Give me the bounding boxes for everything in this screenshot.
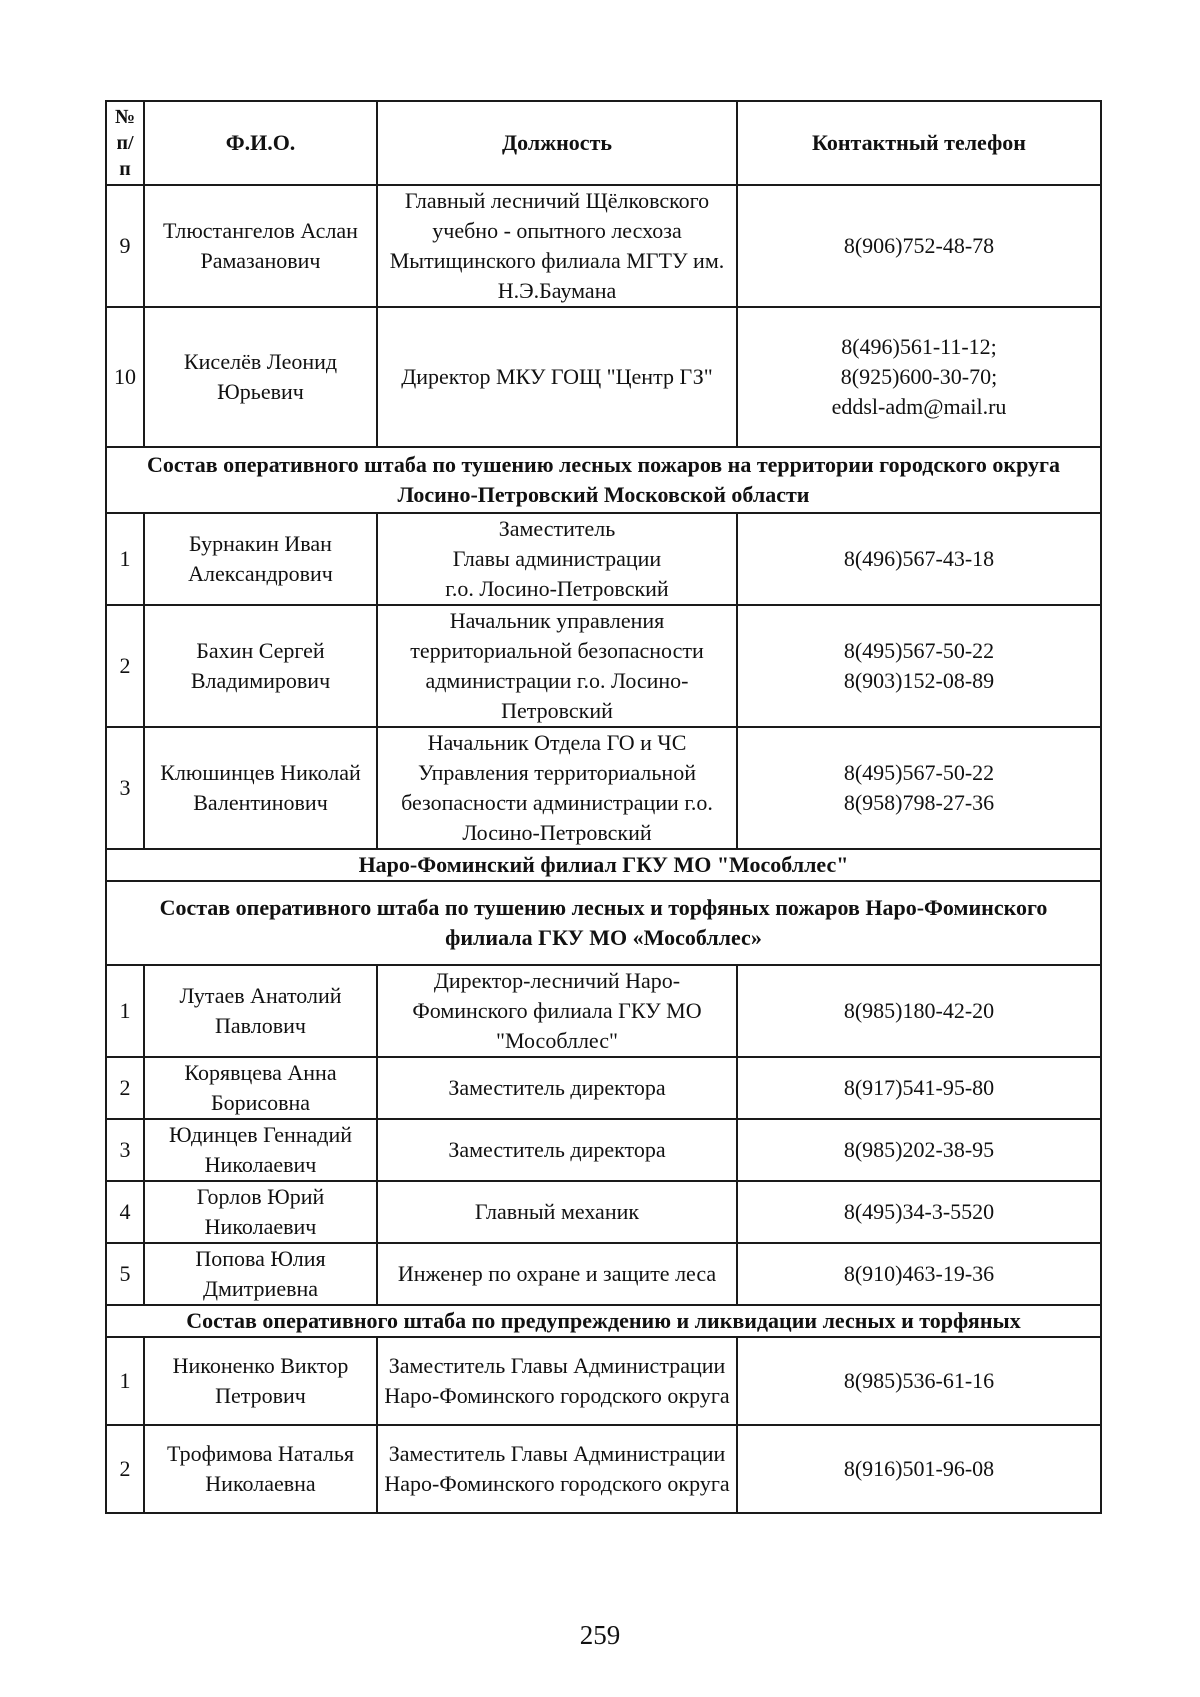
row-name: Лутаев Анатолий Павлович — [144, 965, 377, 1057]
header-position: Должность — [377, 101, 737, 185]
row-num: 1 — [106, 965, 144, 1057]
row-name: Трофимова Наталья Николаевна — [144, 1425, 377, 1513]
row-phone: 8(985)202-38-95 — [737, 1119, 1101, 1181]
page-number: 259 — [579, 1620, 621, 1650]
section-heading-naro-staff: Состав оперативного штаба по тушению лесных и торфяных пожаров Наро-Фоминского филиала ГКУ МО «Мособллес» — [106, 881, 1101, 965]
table-row — [106, 727, 1101, 849]
row-phone: 8(496)561-11-12; 8(925)600-30-70; eddsl-adm@mail.ru — [737, 307, 1101, 447]
row-num: 3 — [106, 727, 144, 849]
row-position: Главный лесничий Щёлковского учебно - опытного лесхоза Мытищинского филиала МГТУ им. Н.Э.Баумана — [377, 185, 737, 307]
row-position: Инженер по охране и защите леса — [377, 1243, 737, 1305]
header-phone: Контактный телефон — [737, 101, 1101, 185]
table-row — [106, 1337, 1101, 1425]
row-name: Никоненко Виктор Петрович — [144, 1337, 377, 1425]
row-num: 2 — [106, 1425, 144, 1513]
table-row — [106, 1181, 1101, 1243]
row-num: 2 — [106, 1057, 144, 1119]
row-position: Директор-лесничий Наро-Фоминского филиала ГКУ МО "Мособллес" — [377, 965, 737, 1057]
section-heading-row — [106, 849, 1101, 881]
row-name: Тлюстангелов Аслан Рамазанович — [144, 185, 377, 307]
row-name: Бахин Сергей Владимирович — [144, 605, 377, 727]
row-name: Киселёв Леонид Юрьевич — [144, 307, 377, 447]
row-name: Клюшинцев Николай Валентинович — [144, 727, 377, 849]
row-phone: 8(985)180-42-20 — [737, 965, 1101, 1057]
header-num: № п/ п — [106, 101, 144, 185]
section-heading-losino: Состав оперативного штаба по тушению лесных пожаров на территории городского округа Лосино-Петровский Московской области — [106, 447, 1101, 513]
row-phone: 8(910)463-19-36 — [737, 1243, 1101, 1305]
row-name: Попова Юлия Дмитриевна — [144, 1243, 377, 1305]
row-num: 5 — [106, 1243, 144, 1305]
row-phone: 8(495)567-50-22 8(903)152-08-89 — [737, 605, 1101, 727]
row-name: Горлов Юрий Николаевич — [144, 1181, 377, 1243]
row-position: Главный механик — [377, 1181, 737, 1243]
row-phone: 8(495)567-50-22 8(958)798-27-36 — [737, 727, 1101, 849]
section-heading-prevention: Состав оперативного штаба по предупреждению и ликвидации лесных и торфяных — [106, 1305, 1101, 1337]
row-position: Заместитель директора — [377, 1119, 737, 1181]
row-num: 9 — [106, 185, 144, 307]
header-name: Ф.И.О. — [144, 101, 377, 185]
row-position: Заместитель Главы Администрации Наро-Фоминского городского округа — [377, 1337, 737, 1425]
row-phone: 8(496)567-43-18 — [737, 513, 1101, 605]
row-num: 2 — [106, 605, 144, 727]
table-row — [106, 307, 1101, 447]
section-heading-row — [106, 881, 1101, 965]
table-row — [106, 1119, 1101, 1181]
table-row — [106, 513, 1101, 605]
row-num: 3 — [106, 1119, 144, 1181]
row-position: Начальник Отдела ГО и ЧС Управления территориальной безопасности администрации г.о. Лосино-Петровский — [377, 727, 737, 849]
table-row — [106, 1243, 1101, 1305]
row-num: 1 — [106, 513, 144, 605]
row-phone: 8(495)34-3-5520 — [737, 1181, 1101, 1243]
table-row — [106, 965, 1101, 1057]
contacts-table — [105, 100, 1102, 1514]
section-heading-naro-branch: Наро-Фоминский филиал ГКУ МО "Мособллес" — [106, 849, 1101, 881]
row-position: Начальник управления территориальной безопасности администрации г.о. Лосино-Петровский — [377, 605, 737, 727]
table-row — [106, 605, 1101, 727]
row-name: Корявцева Анна Борисовна — [144, 1057, 377, 1119]
row-num: 1 — [106, 1337, 144, 1425]
row-position: Заместитель директора — [377, 1057, 737, 1119]
row-name: Юдинцев Геннадий Николаевич — [144, 1119, 377, 1181]
row-phone: 8(917)541-95-80 — [737, 1057, 1101, 1119]
table-row — [106, 1425, 1101, 1513]
section-heading-row — [106, 447, 1101, 513]
row-num: 10 — [106, 307, 144, 447]
table-header-row — [106, 101, 1101, 185]
row-phone: 8(916)501-96-08 — [737, 1425, 1101, 1513]
row-phone: 8(906)752-48-78 — [737, 185, 1101, 307]
row-position: Заместитель Главы Администрации Наро-Фоминского городского округа — [377, 1425, 737, 1513]
row-name: Бурнакин Иван Александрович — [144, 513, 377, 605]
row-num: 4 — [106, 1181, 144, 1243]
row-phone: 8(985)536-61-16 — [737, 1337, 1101, 1425]
section-heading-row — [106, 1305, 1101, 1337]
table-row — [106, 185, 1101, 307]
row-position: Заместитель Главы администрации г.о. Лосино-Петровский — [377, 513, 737, 605]
row-position: Директор МКУ ГОЩ "Центр ГЗ" — [377, 307, 737, 447]
table-row — [106, 1057, 1101, 1119]
